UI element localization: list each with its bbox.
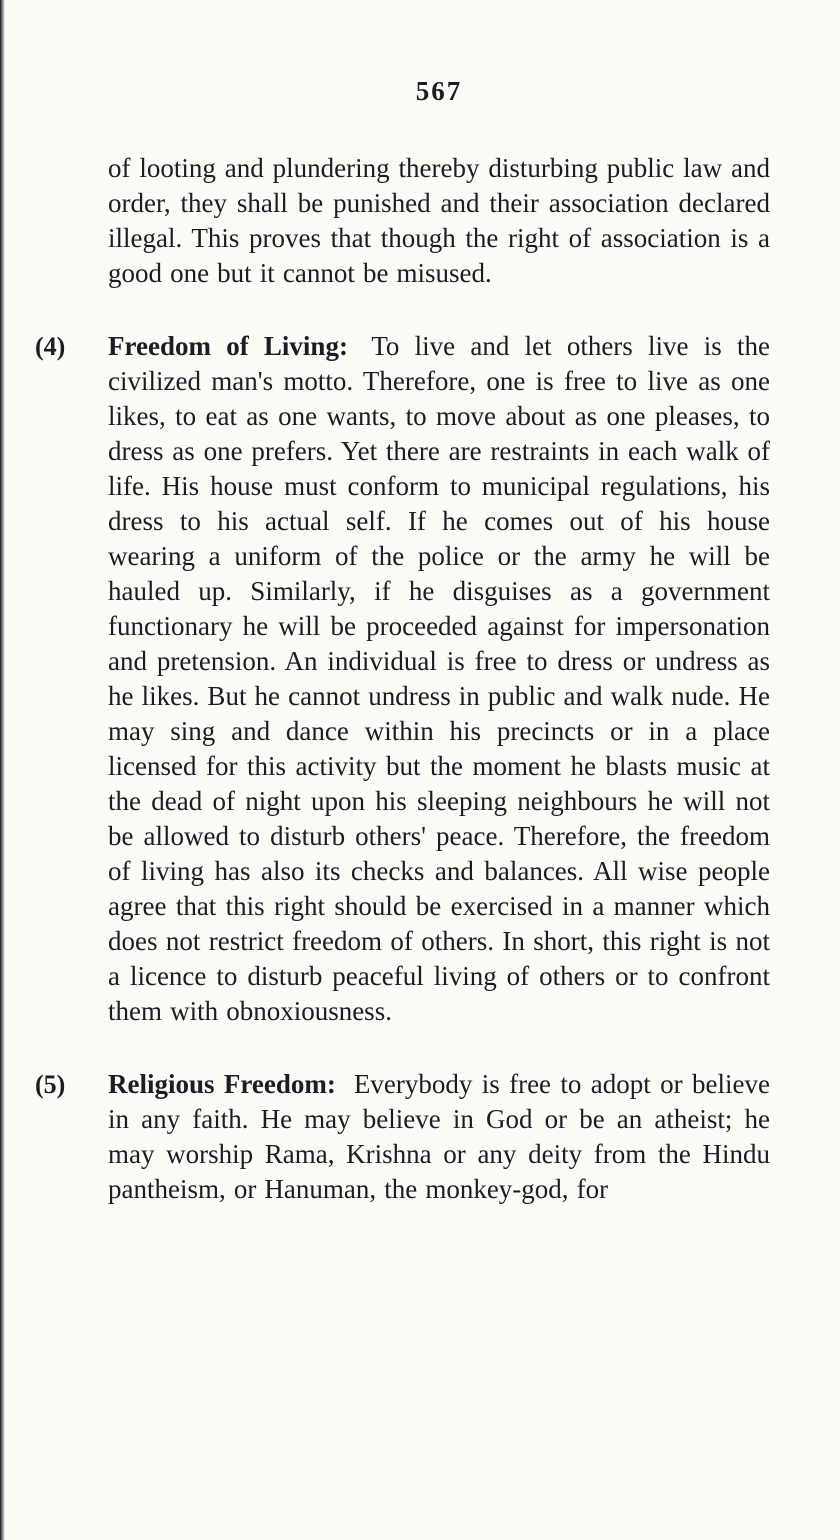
paragraph-heading: Freedom of Living: xyxy=(108,331,348,361)
list-marker: (5) xyxy=(35,1070,66,1099)
paragraph-religious-freedom xyxy=(35,1067,770,1207)
paragraph-heading: Religious Freedom: xyxy=(108,1069,336,1099)
paragraph-continuation xyxy=(108,151,770,291)
page-number: 567 xyxy=(415,76,463,106)
paragraph-freedom-of-living xyxy=(35,329,770,1029)
paragraph-body: Everybody is free to adopt or believe in any faith. He may believe in God or be an atheist; he may worship Rama, Krishna or any deity from the Hindu pantheism, or Hanuman, the monkey-god, for xyxy=(108,1069,770,1204)
list-marker: (4) xyxy=(35,332,66,361)
scan-gutter-edge xyxy=(0,0,5,1540)
paragraph-body: To live and let others live is the civilized man's motto. Therefore, one is free to live as one likes, to eat as one wants, to move about as one pleases, to dress as one prefers. Yet there are restraints in each walk of life. His house must conform to municipal regulations, his dress to his actual self. If he comes out of his house wearing a uniform of the police or the army he will be hauled up. Similarly, if he disguises as a government functionary he will be proceeded against for impersonation and pretension. An individual is free to dress or undress as he likes. But he cannot undress in public and walk nude. He may sing and dance within his precincts or in a place licensed for this activity but the moment he blasts music at the dead of night upon his sleeping neighbours he will not be allowed to disturb others' peace. Therefore, the freedom of living has also its checks and balances. All wise people agree that this right should be exercised in a manner which does not restrict freedom of others. In short, this right is not a licence to disturb peaceful living of others or to confront them with obnoxiousness. xyxy=(108,331,770,1026)
paragraph-body: of looting and plundering thereby disturbing public law and order, they shall be punished and their association declared illegal. This proves that though the right of association is a good one but it cannot be misused. xyxy=(108,153,770,288)
